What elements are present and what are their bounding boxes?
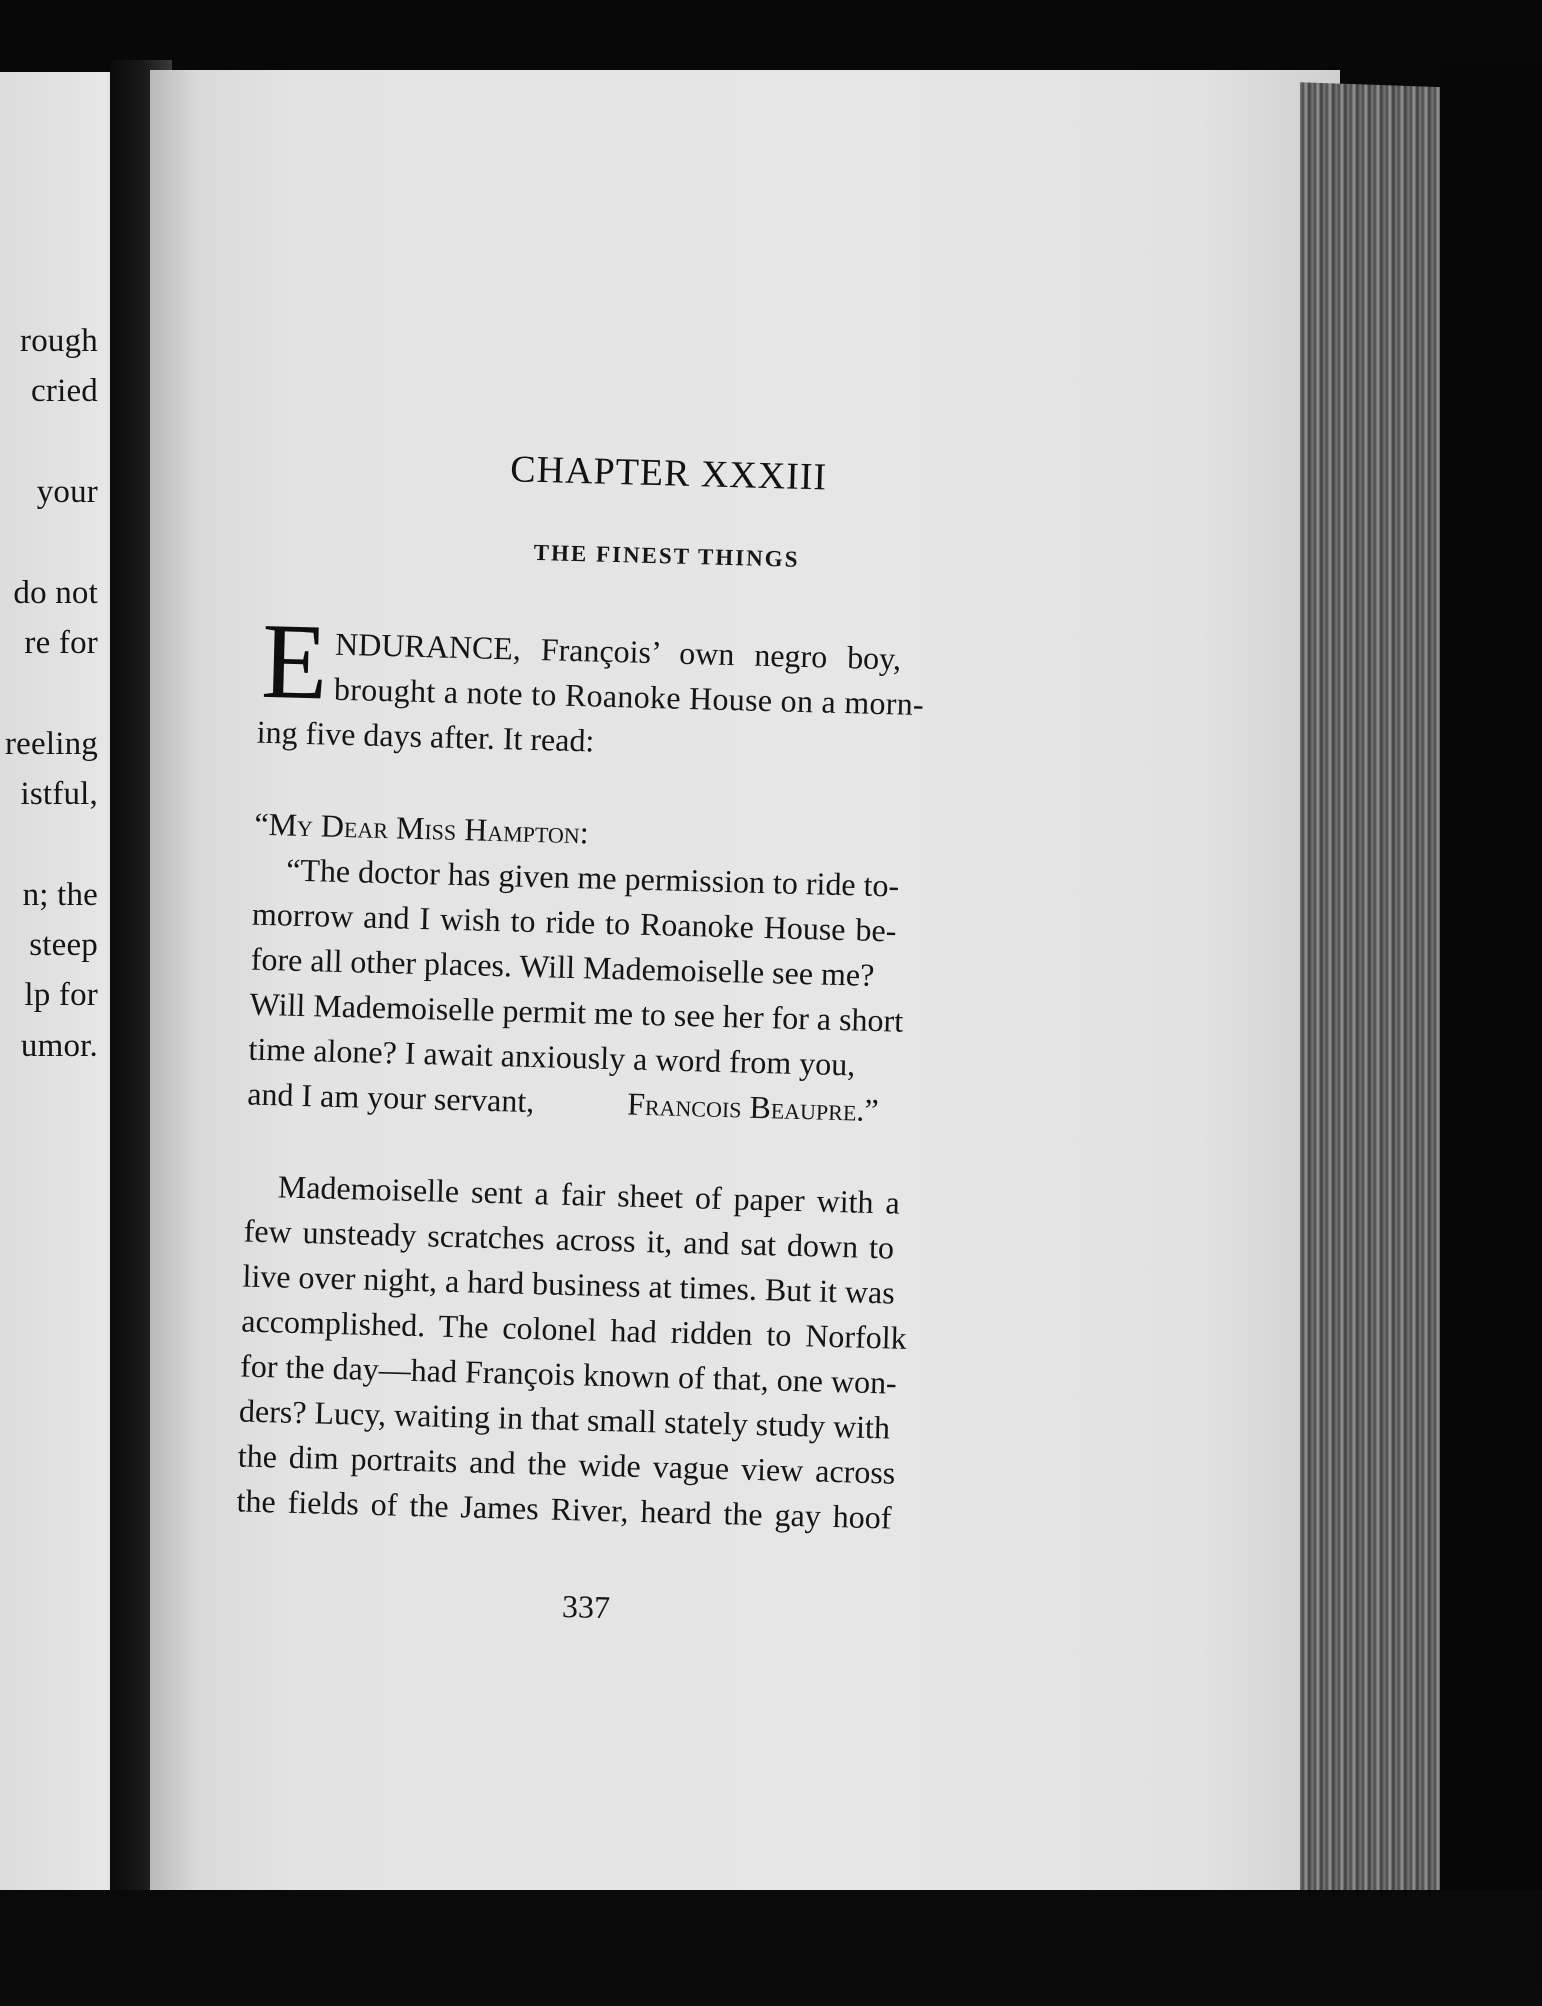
paragraph-line: Mademoiselle sent a fair sheet of paper with a [277,1168,901,1221]
paragraph-line: accomplished. The colonel had ridden to Norfolk [240,1302,908,1356]
paragraph-line: ing five days after. It read: [256,713,595,759]
paragraph-line: brought a note to Roanoke House on a morn- [333,670,925,723]
chapter-title: CHAPTER XXXIII [509,448,828,499]
letter-line: fore all other places. Will Mademoiselle see me? [250,940,875,993]
drop-cap: E [260,601,330,723]
page-number: 337 [561,1587,611,1626]
left-page-line: cried [31,373,98,409]
left-page-line: do not [13,575,98,611]
paragraph-line: few unsteady scratches across it, and sat down to [243,1212,895,1266]
left-page-line: steep [29,927,98,963]
letter-line: morrow and I wish to ride to Roanoke House be- [251,895,897,949]
paragraph-line: live over night, a hard business at times. But it was [242,1257,896,1311]
left-page-line: umor. [20,1028,98,1064]
left-page-line: n; the [22,877,98,913]
letter-line: “The doctor has given me permission to ride to- [285,851,900,904]
paragraph-line: for the day—had François known of that, one won- [239,1347,898,1401]
left-page-line: reeling [4,726,98,762]
left-page-line: re for [24,625,98,661]
paragraph-line: ders? Lucy, waiting in that small stately study with [238,1392,891,1446]
letter-line: Will Mademoiselle permit me to see her for a short [249,985,904,1039]
letter-signature: Francois Beaupre.” [626,1085,880,1129]
left-page-line: lp for [24,977,98,1013]
letter-salutation: “My Dear Miss Hampton: [253,805,590,851]
paragraph-line: NDURANCE, François’ own negro boy, [334,625,902,677]
letter-line: time alone? I await anxiously a word from you, [248,1030,856,1083]
left-page-line: rough [20,323,98,359]
chapter-subtitle: THE FINEST THINGS [533,539,800,572]
paragraph-line: the dim portraits and the wide vague view across [237,1437,896,1491]
left-page-line: istful, [20,776,98,812]
left-page-line: your [36,474,98,510]
paragraph-line: the fields of the James River, heard the gay hoof [236,1482,892,1536]
letter-closing: and I am your servant, [246,1075,535,1120]
